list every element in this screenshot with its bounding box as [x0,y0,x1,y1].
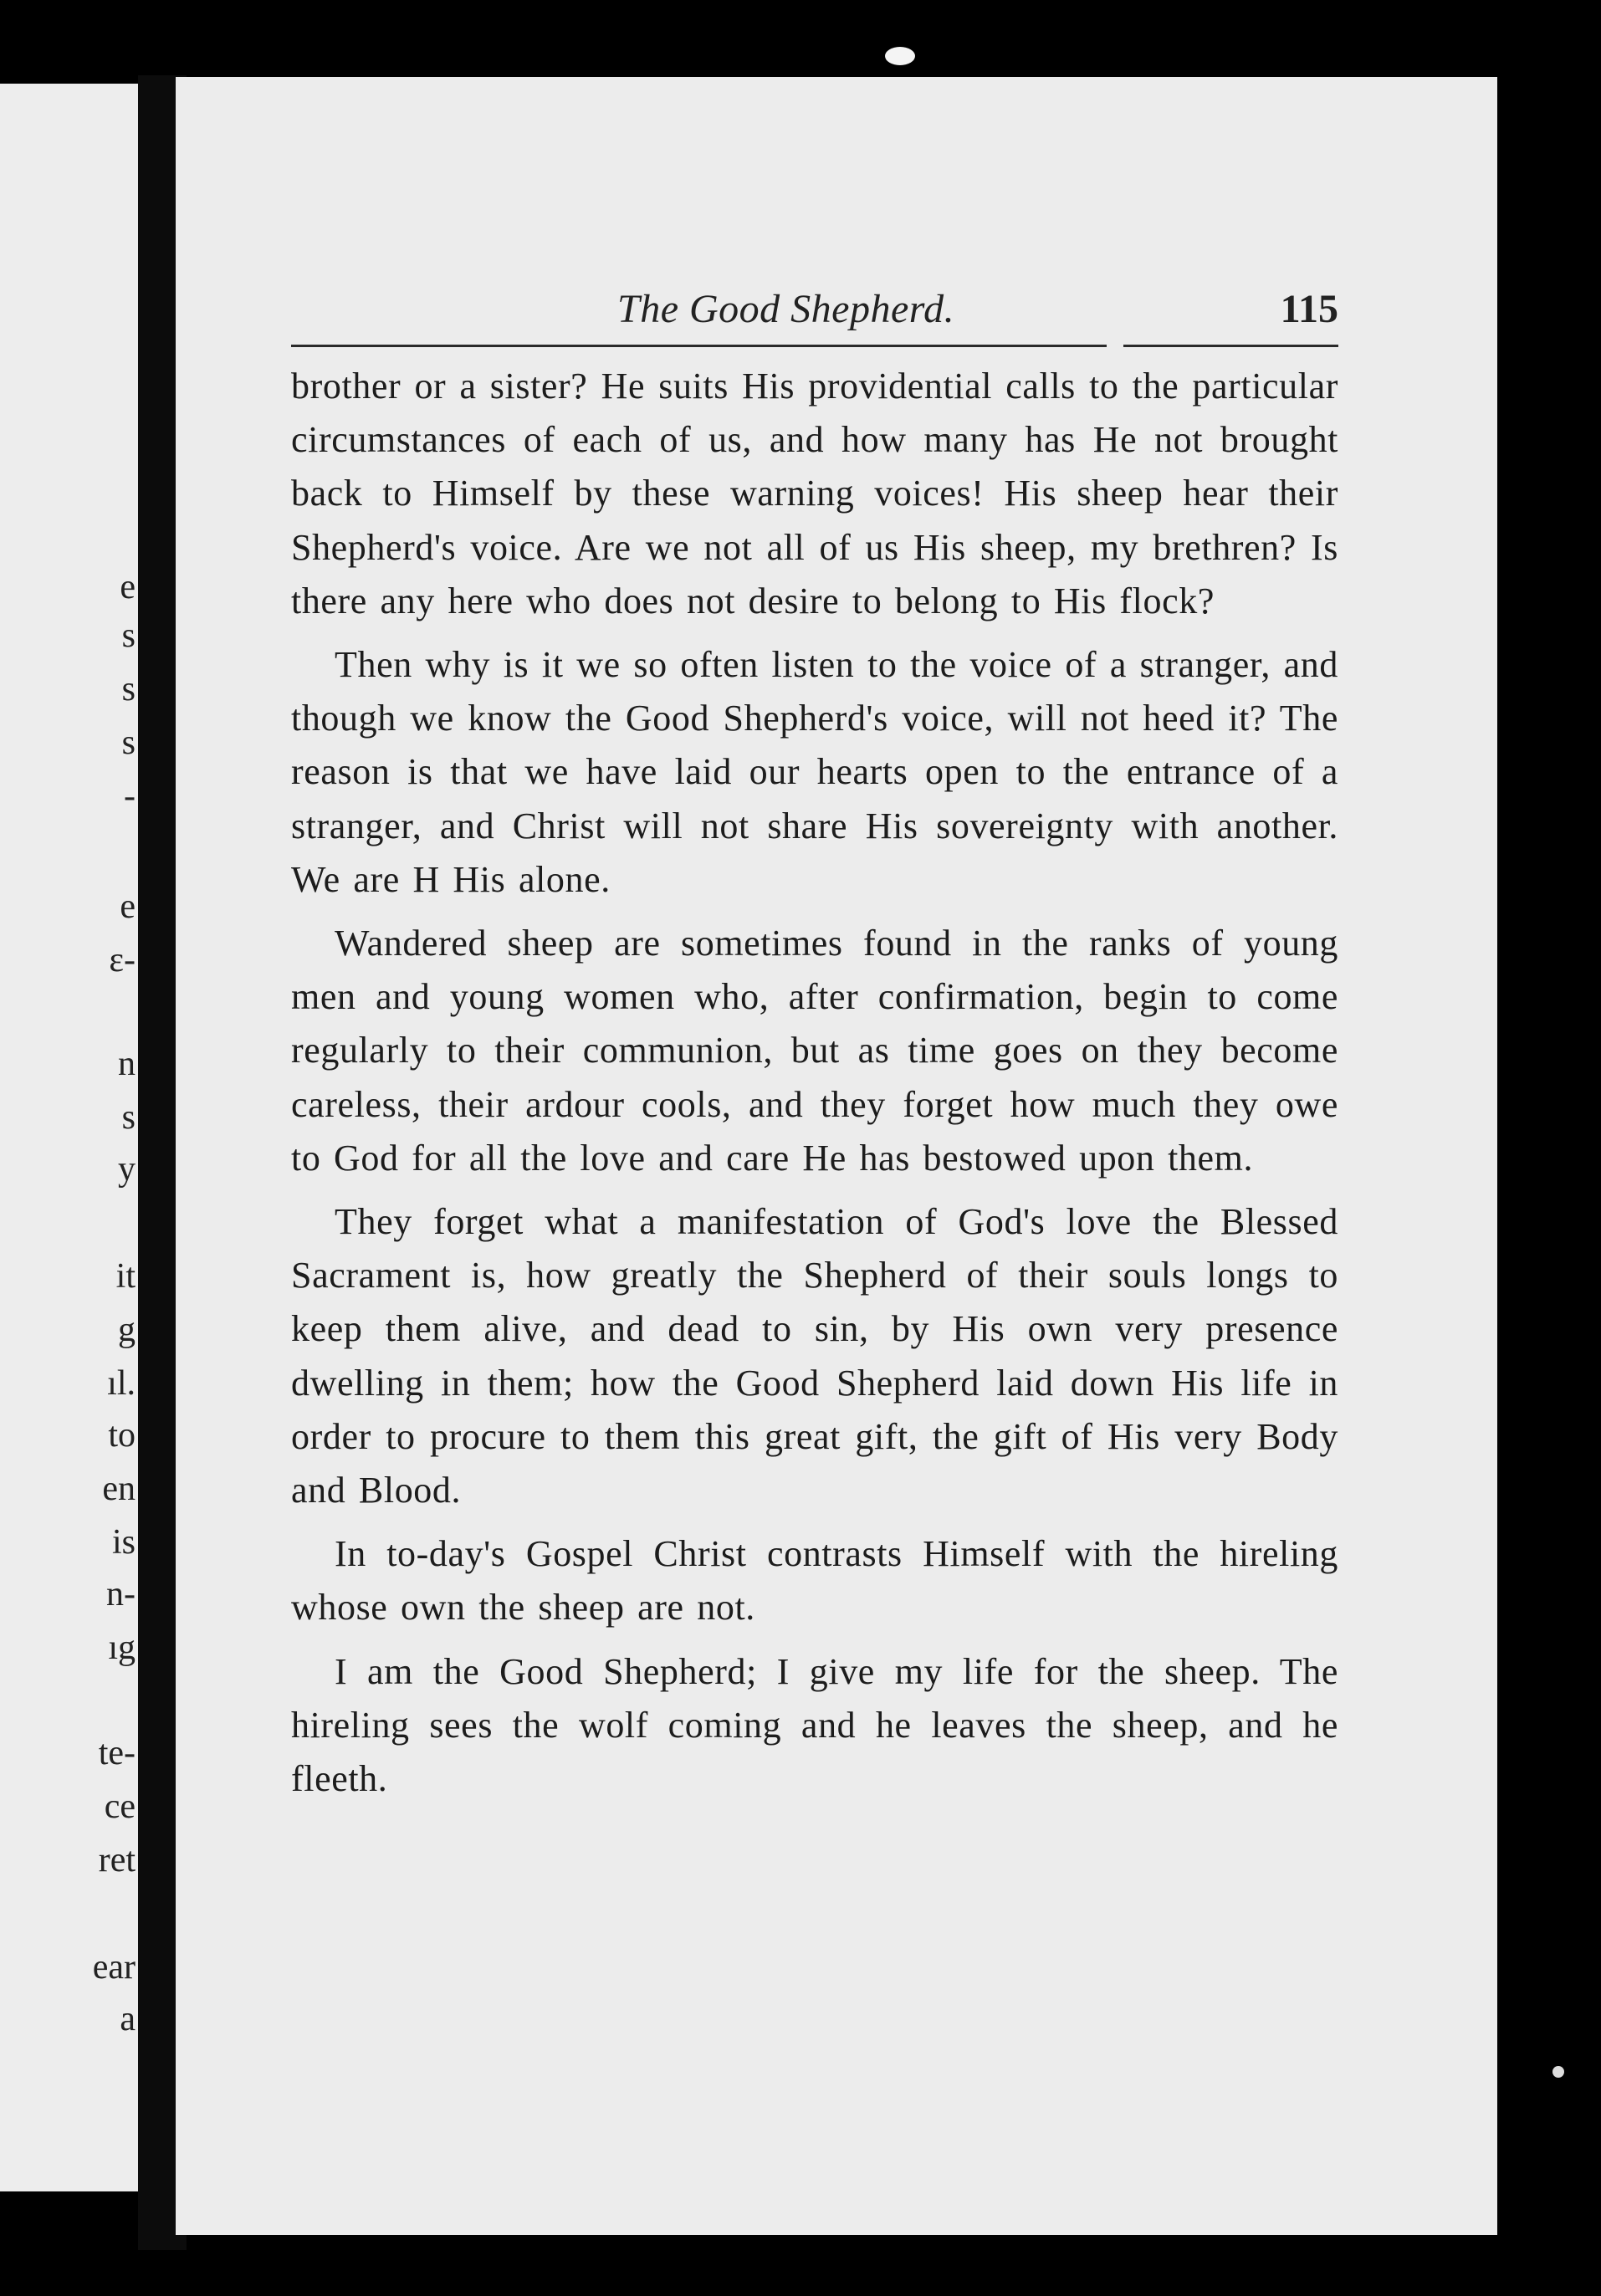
margin-fragment: e [120,568,136,606]
margin-fragment: ce [104,1787,136,1826]
margin-fragment: ear [92,1948,136,1987]
margin-fragment: ıl. [107,1364,136,1403]
page-header [291,286,1338,348]
margin-fragment: to [108,1416,136,1455]
scan-speck [885,47,915,65]
margin-fragment: n [118,1045,136,1083]
running-title: The Good Shepherd. [617,287,955,331]
header-rule [291,345,1107,347]
body-text [291,360,1338,1806]
margin-fragment: e [120,887,136,926]
page-content [291,286,1338,1816]
scan-speck [1552,2066,1564,2078]
paragraph: They forget what a manifestation of God's love the Blessed Sacrament is, how greatly the Shepherd of their souls longs to keep them alive, and dead to sin, by His own very presence dwelling in them; how the Good Shepherd laid down His life in order to procure to them this great gift, the gift of His very Body and Blood. [291,1201,1338,1511]
margin-fragment: y [118,1150,136,1189]
previous-page-edge [0,84,144,2191]
margin-fragment: en [102,1470,136,1508]
margin-fragment: s [121,670,136,708]
page-number: 115 [1280,287,1338,331]
margin-fragment: s [121,1098,136,1137]
paragraph: In to-day's Gospel Christ contrasts Himself with the hireling whose own the sheep are not. [291,1533,1338,1629]
book-page [176,77,1497,2235]
paragraph: Then why is it we so often listen to the voice of a stranger, and though we know the Good Shepherd's voice, will not heed it? The reason is that we have laid our hearts open to the entrance of a stranger, and Christ will not share His sovereignty with another. We are H His alone. [291,644,1338,900]
margin-fragment: ıg [108,1629,136,1667]
margin-fragment: n- [106,1575,136,1613]
margin-fragment: is [111,1523,136,1562]
paragraph: I am the Good Shepherd; I give my life for the sheep. The hireling sees the wolf coming and he leaves the sheep, and he fleeth. [291,1650,1338,1800]
margin-fragment: g [118,1311,136,1349]
margin-fragment: - [124,777,136,816]
margin-fragment: it [115,1257,136,1296]
margin-fragment: s [121,724,136,762]
margin-fragment: te- [98,1734,136,1772]
header-rule [1123,345,1338,347]
margin-fragment: ε- [109,941,136,979]
paragraph: Wandered sheep are sometimes found in the ranks of young men and young women who, after confirmation, begin to come regularly to their communion, but as time goes on they become careless, their ardour cools, and they forget how much they owe to God for all the love and care He has bestowed upon them. [291,923,1338,1179]
margin-fragment: ret [98,1841,136,1879]
paragraph: brother or a sister? He suits His providential calls to the particular circumstances of each of us, and how many has He not brought back to Himself by these warning voices! His sheep hear their Shepherd's voice. Are we not all of us His sheep, my brethren? Is there any here who does not desire to belong to His flock? [291,366,1338,621]
margin-fragment: s [121,616,136,655]
margin-fragment: a [120,2000,136,2038]
